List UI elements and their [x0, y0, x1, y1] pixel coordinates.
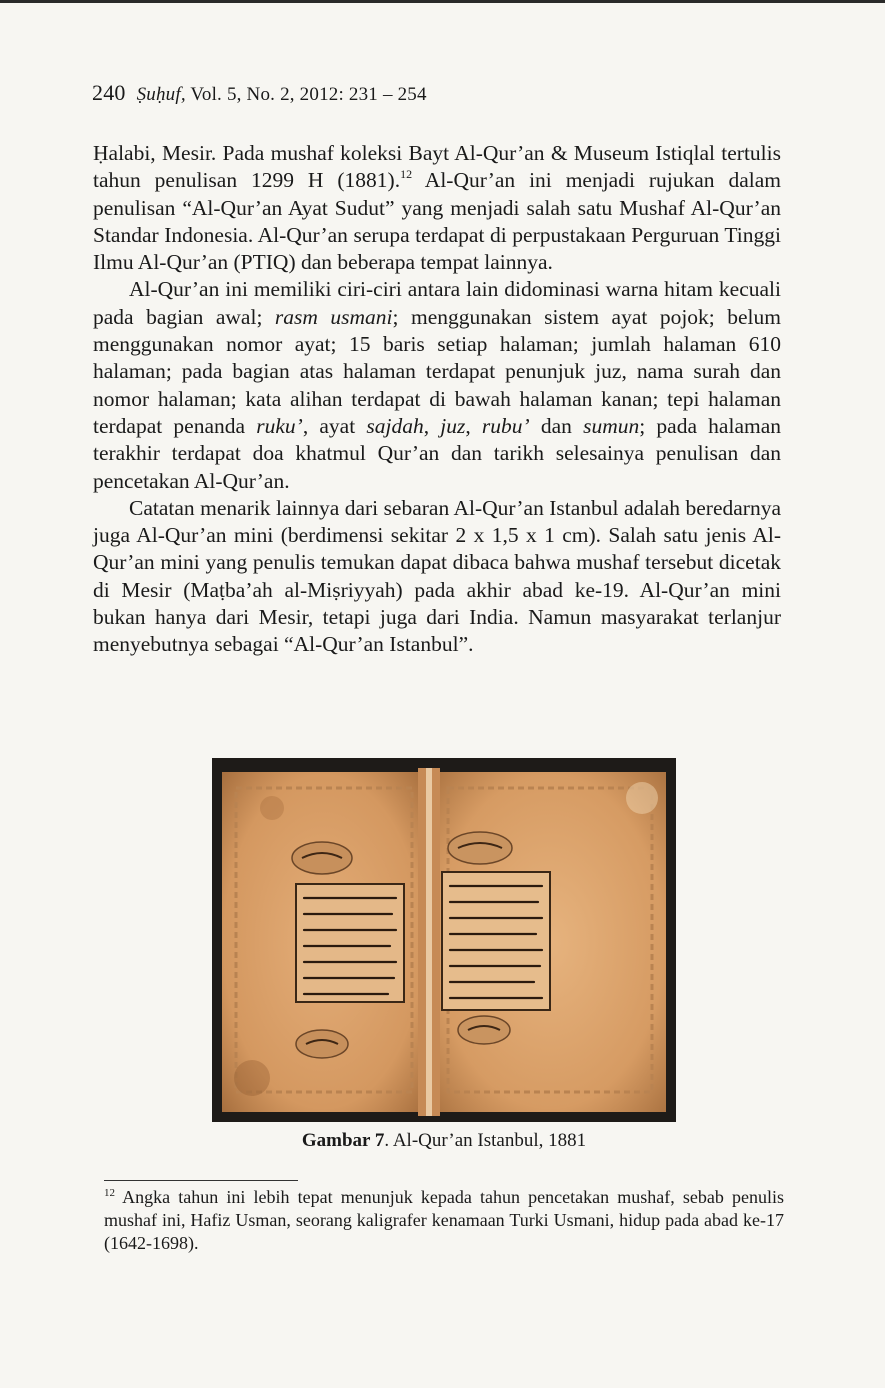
running-header	[92, 80, 427, 106]
body-text	[93, 140, 781, 659]
caption-label: Gambar 7	[301, 1130, 385, 1151]
paragraph-text: Al-Qur’an ini memiliki ciri-ciri antara lain didominasi warna hitam kecuali pada bagian awal;	[93, 277, 781, 329]
paragraph-text: Al-Qur’an ini menjadi rujukan dalam penulisan “Al-Qur’an Ayat Sudut” yang menjadi salah satu Mushaf Al-Qur’an Standar Indonesia. Al-Qur’an serupa terdapat di perpustakaan Perguruan Tinggi Ilmu Al-Qur’an (PTIQ) dan beberapa tempat lainnya.	[93, 168, 781, 275]
text-block-right	[442, 872, 550, 1010]
footnote-divider	[104, 1180, 298, 1181]
italic-term: ruku’	[256, 413, 303, 438]
italic-term: rubu’	[481, 413, 530, 438]
paragraph-text: Ḥalabi, Mesir. Pada mushaf koleksi Bayt Al-Qur’an & Museum Istiqlal tertulis tahun penulisan 1299 H (1881).	[93, 141, 781, 193]
journal-name: Ṣuḥuf,	[136, 84, 186, 105]
paragraph-text: ; menggunakan sistem ayat pojok; belum menggunakan nomor ayat; 15 baris setiap halaman; jumlah halaman 610 halaman; pada bagian atas halaman terdapat penunjuk juz, nama surah dan nomor halaman; kata alihan terdapat di bawah halaman kanan; tepi halaman terdapat penanda	[93, 304, 781, 438]
cartouche-ornament	[292, 842, 352, 874]
italic-term: sajdah	[366, 413, 424, 438]
figure-caption	[212, 1130, 676, 1152]
paragraph-text: , ayat	[302, 413, 367, 438]
footnote-reference[interactable]: 12	[400, 167, 413, 182]
paragraph-text: ,	[423, 413, 441, 438]
footnote	[104, 1186, 784, 1255]
paragraph-text: dan	[529, 413, 584, 438]
paragraph-3	[93, 495, 781, 659]
italic-term: rasm usmani	[274, 304, 393, 329]
paragraph-text: ; pada halaman terakhir terdapat doa khatmul Qur’an dan tarikh selesainya penulisan dan pencetakan Al-Qur’an.	[93, 413, 782, 493]
paragraph-text: ,	[465, 413, 482, 438]
volume-info: Vol. 5, No. 2, 2012: 231 – 254	[190, 84, 427, 105]
footnote-number: 12	[104, 1187, 115, 1199]
top-border-line	[0, 0, 885, 3]
cartouche-ornament	[448, 832, 512, 864]
figure-photo-quran-istanbul	[212, 758, 676, 1122]
paragraph-1	[93, 140, 781, 276]
italic-term: juz	[440, 413, 466, 438]
paragraph-2	[93, 276, 781, 494]
open-mushaf-illustration	[212, 758, 676, 1122]
footnote-text: Angka tahun ini lebih tepat menunjuk kepada tahun pencetakan mushaf, sebab penulis mushaf ini, Hafiz Usman, seorang kaligrafer kenamaan Turki Usmani, hidup pada abad ke-17 (1642-1698).	[104, 1187, 784, 1253]
paragraph-text: Catatan menarik lainnya dari sebaran Al-Qur’an Istanbul adalah beredarnya juga Al-Qur’an mini (berdimensi sekitar 2 x 1,5 x 1 cm). Salah satu jenis Al-Qur’an mini yang penulis temukan dapat dibaca bahwa mushaf tersebut dicetak di Mesir (Maṭba’ah al-Miṣriyyah) pada akhir abad ke-19. Al-Qur’an mini bukan hanya dari Mesir, tetapi juga dari India. Namun masyarakat terlanjur menyebutnya sebagai “Al-Qur’an Istanbul”.	[93, 495, 781, 657]
text-block-left	[296, 884, 404, 1002]
italic-term: sumun	[583, 413, 640, 438]
page-number: 240	[92, 80, 126, 105]
caption-text: . Al-Qur’an Istanbul, 1881	[384, 1130, 587, 1151]
